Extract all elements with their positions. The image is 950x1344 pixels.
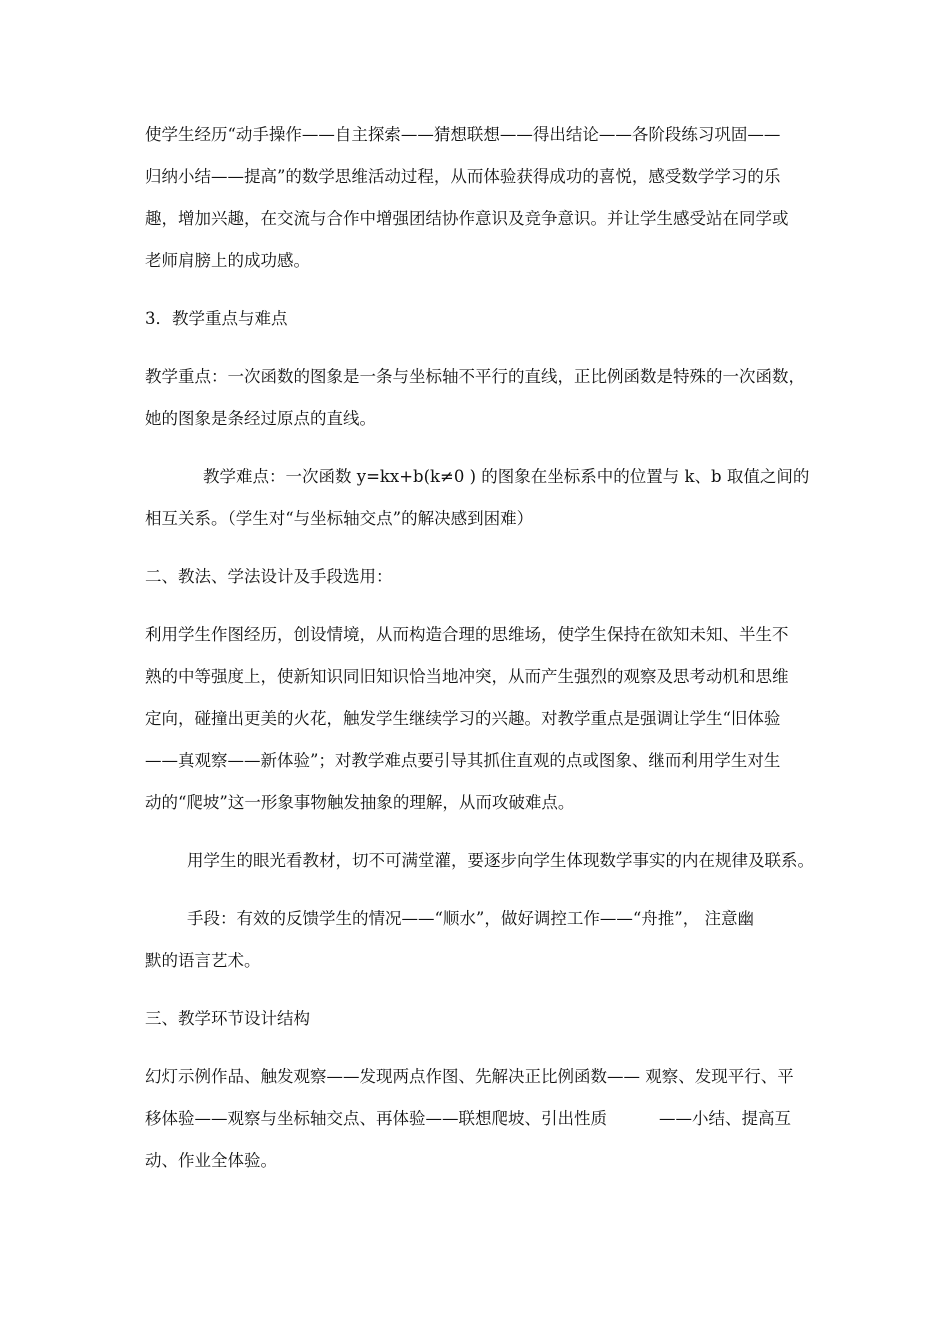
method-line-2: 熟的中等强度上，使新知识同旧知识恰当地冲突，从而产生强烈的观察及思考动机和思维 [145,667,789,686]
method-line-4: ——真观察——新体验”；对教学难点要引导其抓住直观的点或图象、继而利用学生对生 [145,751,781,770]
goal-line-2: 归纳小结——提高”的数学思维活动过程，从而体验获得成功的喜悦，感受数学学习的乐 [145,167,781,186]
structure-line-3: 动、作业全体验。 [145,1151,277,1170]
method-line-3: 定向，碰撞出更美的火花，触发学生继续学习的兴趣。对教学重点是强调让学生“旧体验 [145,709,781,728]
difficulty-line-1: 教学难点：一次函数 y=kx+b(k≠0 ) 的图象在坐标系中的位置与 k、b 取值之间的 [203,467,810,486]
structure-line-1: 幻灯示例作品、触发观察——发现两点作图、先解决正比例函数—— 观察、发现平行、平 [145,1067,794,1086]
goal-line-1: 使学生经历“动手操作——自主探索——猜想联想——得出结论——各阶段练习巩固—— [145,125,781,144]
view-line-1: 用学生的眼光看教材，切不可满堂灌，要逐步向学生体现数学事实的内在规律及联系。 [187,851,814,870]
difficulty-line-2: 相互关系。（学生对“与坐标轴交点”的解决感到困难） [145,509,534,528]
method-line-5: 动的“爬坡”这一形象事物触发抽象的理解，从而攻破难点。 [145,793,575,812]
structure-line-2 [145,1108,791,1130]
section-heading-key-points: 3．教学重点与难点 [145,309,288,328]
method-line-1: 利用学生作图经历，创设情境，从而构造合理的思维场，使学生保持在欲知未知、半生不 [145,625,789,644]
goal-line-4: 老师肩膀上的成功感。 [145,251,310,270]
means-line-2: 默的语言艺术。 [145,951,261,970]
section-heading-structure: 三、教学环节设计结构 [145,1009,310,1028]
key-point-line-2: 她的图象是条经过原点的直线。 [145,409,376,428]
structure-line-2-left: 移体验——观察与坐标轴交点、再体验——联想爬坡、引出性质 [145,1109,607,1128]
structure-line-2-right: ——小结、提高互 [659,1109,791,1128]
means-line-1: 手段：有效的反馈学生的情况——“顺水”，做好调控工作——“舟推”， 注意幽 [187,909,754,928]
section-heading-methods: 二、教法、学法设计及手段选用： [145,567,393,586]
goal-line-3: 趣，增加兴趣，在交流与合作中增强团结协作意识及竞争意识。并让学生感受站在同学或 [145,209,789,228]
key-point-line-1: 教学重点：一次函数的图象是一条与坐标轴不平行的直线，正比例函数是特殊的一次函数， [145,367,805,386]
